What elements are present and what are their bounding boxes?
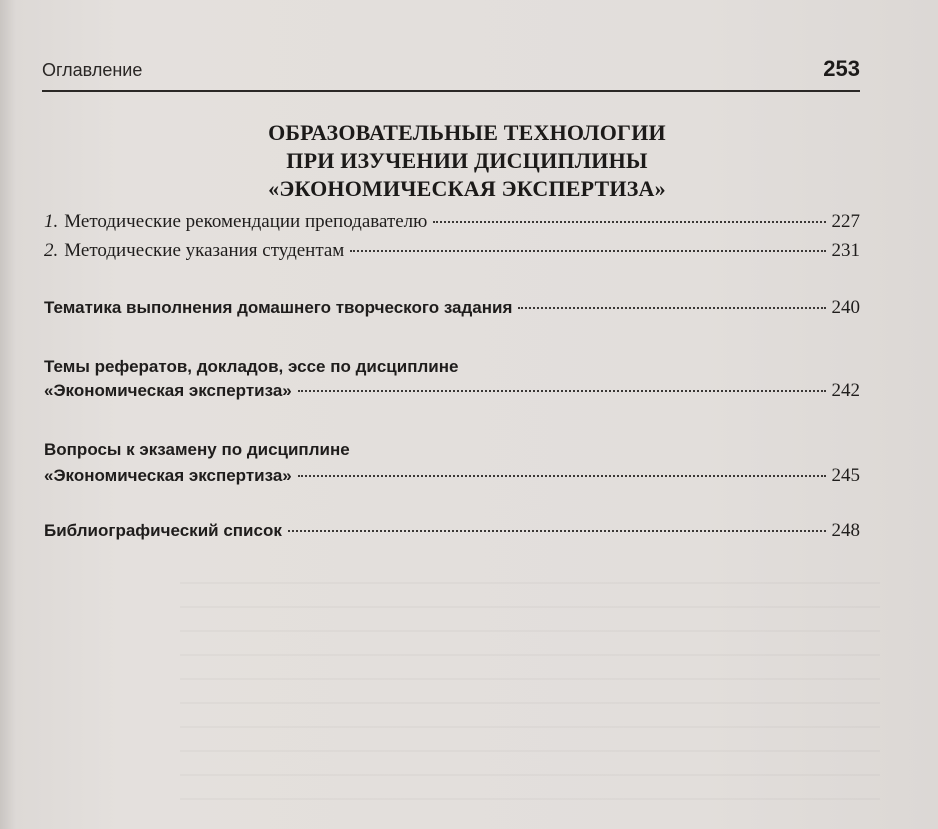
running-title: Оглавление (42, 60, 143, 80)
toc-entry-page: 248 (831, 520, 860, 541)
toc-entry-label: Библиографический список (44, 521, 282, 540)
dot-leader (518, 307, 825, 309)
toc-entry-label: Методические указания студентам (64, 240, 345, 261)
section-title-line: ПРИ ИЗУЧЕНИИ ДИСЦИПЛИНЫ (286, 148, 648, 173)
toc-entry-number: 2. (44, 240, 59, 261)
toc-entry-label: Тематика выполнения домашнего творческого задания (44, 298, 513, 317)
toc-entry-exam-line1: Вопросы к экзамену по дисциплине (44, 440, 350, 459)
toc-entry-bibliography[interactable] (44, 520, 860, 548)
dot-leader (298, 390, 826, 392)
toc-entry-exam[interactable] (44, 465, 860, 493)
dot-leader (288, 530, 826, 532)
dot-leader (433, 221, 825, 223)
section-title-line: ОБРАЗОВАТЕЛЬНЫЕ ТЕХНОЛОГИИ (268, 120, 666, 145)
toc-entry-methodical-instructions[interactable] (44, 240, 860, 268)
toc-entry-page: 245 (831, 465, 860, 486)
toc-entry-label: «Экономическая экспертиза» (44, 381, 292, 400)
toc-entry-number: 1. (44, 211, 59, 232)
toc-entry-essays[interactable] (44, 380, 860, 408)
toc-entry-page: 240 (831, 297, 860, 318)
section-title (42, 119, 892, 203)
section-title-line: «ЭКОНОМИЧЕСКАЯ ЭКСПЕРТИЗА» (268, 176, 666, 201)
toc-entry-page: 242 (831, 380, 860, 401)
toc-entry-page: 231 (831, 240, 860, 261)
show-through-text (180, 560, 880, 800)
toc-entry-methodical-recommendations[interactable] (44, 211, 860, 239)
page-number: 253 (823, 56, 860, 81)
toc-entry-page: 227 (831, 211, 860, 232)
dot-leader (298, 475, 826, 477)
toc-entry-label: Методические рекомендации преподавателю (64, 211, 428, 232)
toc-entry-essays-line1: Темы рефератов, докладов, эссе по дисциплине (44, 357, 459, 376)
running-header (42, 58, 860, 92)
dot-leader (350, 250, 825, 252)
toc-entry-topics[interactable] (44, 297, 860, 325)
toc-entry-label: «Экономическая экспертиза» (44, 466, 292, 485)
